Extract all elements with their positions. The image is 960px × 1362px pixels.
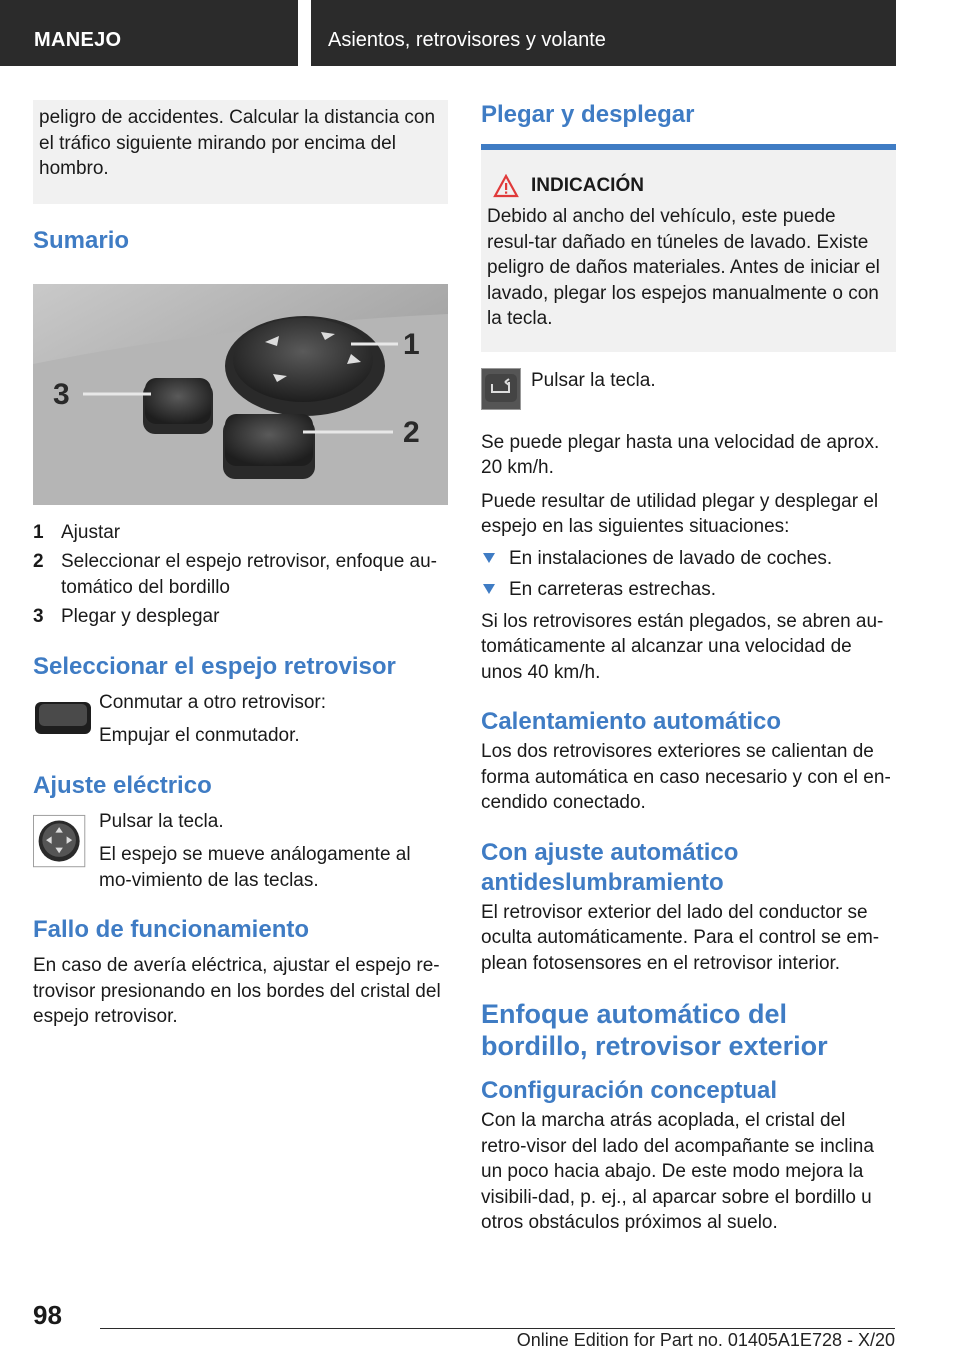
fold-speed-text: Se puede plegar hasta una velocidad de aprox. 20 km/h. bbox=[481, 431, 880, 478]
section-tab: MANEJO bbox=[0, 0, 298, 66]
calentamiento-heading: Calentamiento automático bbox=[481, 708, 782, 735]
legend-number: 1 bbox=[33, 521, 44, 543]
fold-open-text: Si los retrovisores están plegados, se abren au-tomáticamente al alcanzar una velocidad de unos 40 km/h. bbox=[481, 610, 884, 683]
enfoque-heading: Enfoque automático del bordillo, retrovisor exterior bbox=[481, 999, 828, 1061]
fold-useful-text: Puede resultar de utilidad plegar y desplegar el espejo en las siguientes situaciones: bbox=[481, 490, 879, 537]
warning-icon bbox=[493, 174, 519, 198]
intro-text: peligro de accidentes. Calcular la distancia con el tráfico siguiente mirando por encima del hombro. bbox=[39, 107, 436, 179]
legend-number: 3 bbox=[33, 606, 44, 627]
notice-text: Debido al ancho del vehículo, este puede resul-tar dañado en túneles de lavado. Existe peligro de daños materiales. Antes de iniciar el lavado, plegar los espejos manualmente o con la tecla. bbox=[487, 206, 880, 329]
notice-title-row bbox=[487, 174, 886, 198]
sumario-heading: Sumario bbox=[33, 226, 130, 254]
figure-legend bbox=[33, 520, 448, 630]
fold-situations-list bbox=[481, 546, 896, 603]
figure-label-3: 3 bbox=[53, 377, 70, 411]
calentamiento-text: Los dos retrovisores exteriores se calientan de forma automática en caso necesario y con el en-cendido conectado. bbox=[481, 741, 891, 813]
configuracion-text: Con la marcha atrás acoplada, el cristal del retro-visor del lado del acompañante se inclina un poco hacia abajo. De este modo mejora la visibili-dad, p. ej., al aparcar sobre el bordillo u otros obstáculos próximos al suelo. bbox=[481, 1110, 874, 1233]
footer-rule bbox=[100, 1328, 895, 1329]
select-step-2: Empujar el conmutador. bbox=[99, 725, 300, 746]
antideslumbramiento-text: El retrovisor exterior del lado del conductor se oculta automáticamente. Para el control se em-plean fotosensores en el retrovisor interior. bbox=[481, 901, 880, 974]
page-number: 98 bbox=[33, 1300, 62, 1330]
legend-number: 2 bbox=[33, 551, 44, 572]
fold-key-block bbox=[481, 368, 896, 426]
fallo-heading: Fallo de funcionamiento bbox=[33, 916, 310, 943]
ajuste-step-2: El espejo se mueve análogamente al mo-vimiento de las teclas. bbox=[99, 844, 411, 891]
page-header bbox=[0, 0, 960, 66]
ajuste-step-1: Pulsar la tecla. bbox=[99, 810, 224, 832]
intro-box bbox=[33, 100, 448, 204]
antideslumbramiento-heading: Con ajuste automático antideslumbramiento bbox=[481, 838, 739, 896]
selector-switch-icon bbox=[33, 694, 93, 740]
chapter-title: Asientos, retrovisores y volante bbox=[311, 0, 896, 66]
figure-label-1: 1 bbox=[403, 327, 420, 361]
notice-box bbox=[481, 150, 896, 352]
fold-key-text: Pulsar la tecla. bbox=[531, 369, 656, 391]
ajuste-block bbox=[33, 809, 448, 894]
legend-item bbox=[33, 549, 448, 600]
mirror-switch-figure bbox=[33, 284, 448, 505]
ajuste-heading: Ajuste eléctrico bbox=[33, 771, 212, 799]
fallo-text: En caso de avería eléctrica, ajustar el espejo re-trovisor presionando en los bordes del cristal del espejo retrovisor. bbox=[33, 955, 441, 1027]
legend-text: Plegar y desplegar bbox=[61, 606, 220, 627]
notice-title: INDICACIÓN bbox=[531, 175, 644, 196]
legend-text: Seleccionar el espejo retrovisor, enfoque au-tomático del bordillo bbox=[61, 551, 438, 598]
configuracion-heading: Configuración conceptual bbox=[481, 1077, 778, 1104]
list-item: En instalaciones de lavado de coches. bbox=[481, 546, 896, 572]
plegar-heading: Plegar y desplegar bbox=[481, 101, 695, 128]
fold-key-icon bbox=[481, 368, 521, 410]
list-item: En carreteras estrechas. bbox=[481, 577, 896, 603]
figure-label-2: 2 bbox=[403, 415, 420, 449]
select-mirror-heading: Seleccionar el espejo retrovisor bbox=[33, 652, 396, 680]
select-step-1: Conmutar a otro retrovisor: bbox=[99, 691, 327, 713]
left-column bbox=[33, 100, 448, 1030]
adjust-knob-icon bbox=[33, 813, 89, 871]
legend-item bbox=[33, 604, 448, 630]
select-mirror-block bbox=[33, 690, 448, 749]
edition-note: Online Edition for Part no. 01405A1E728 - X/20 bbox=[516, 1330, 895, 1350]
right-column bbox=[481, 100, 896, 1236]
legend-item bbox=[33, 520, 448, 546]
legend-text: Ajustar bbox=[61, 521, 121, 543]
